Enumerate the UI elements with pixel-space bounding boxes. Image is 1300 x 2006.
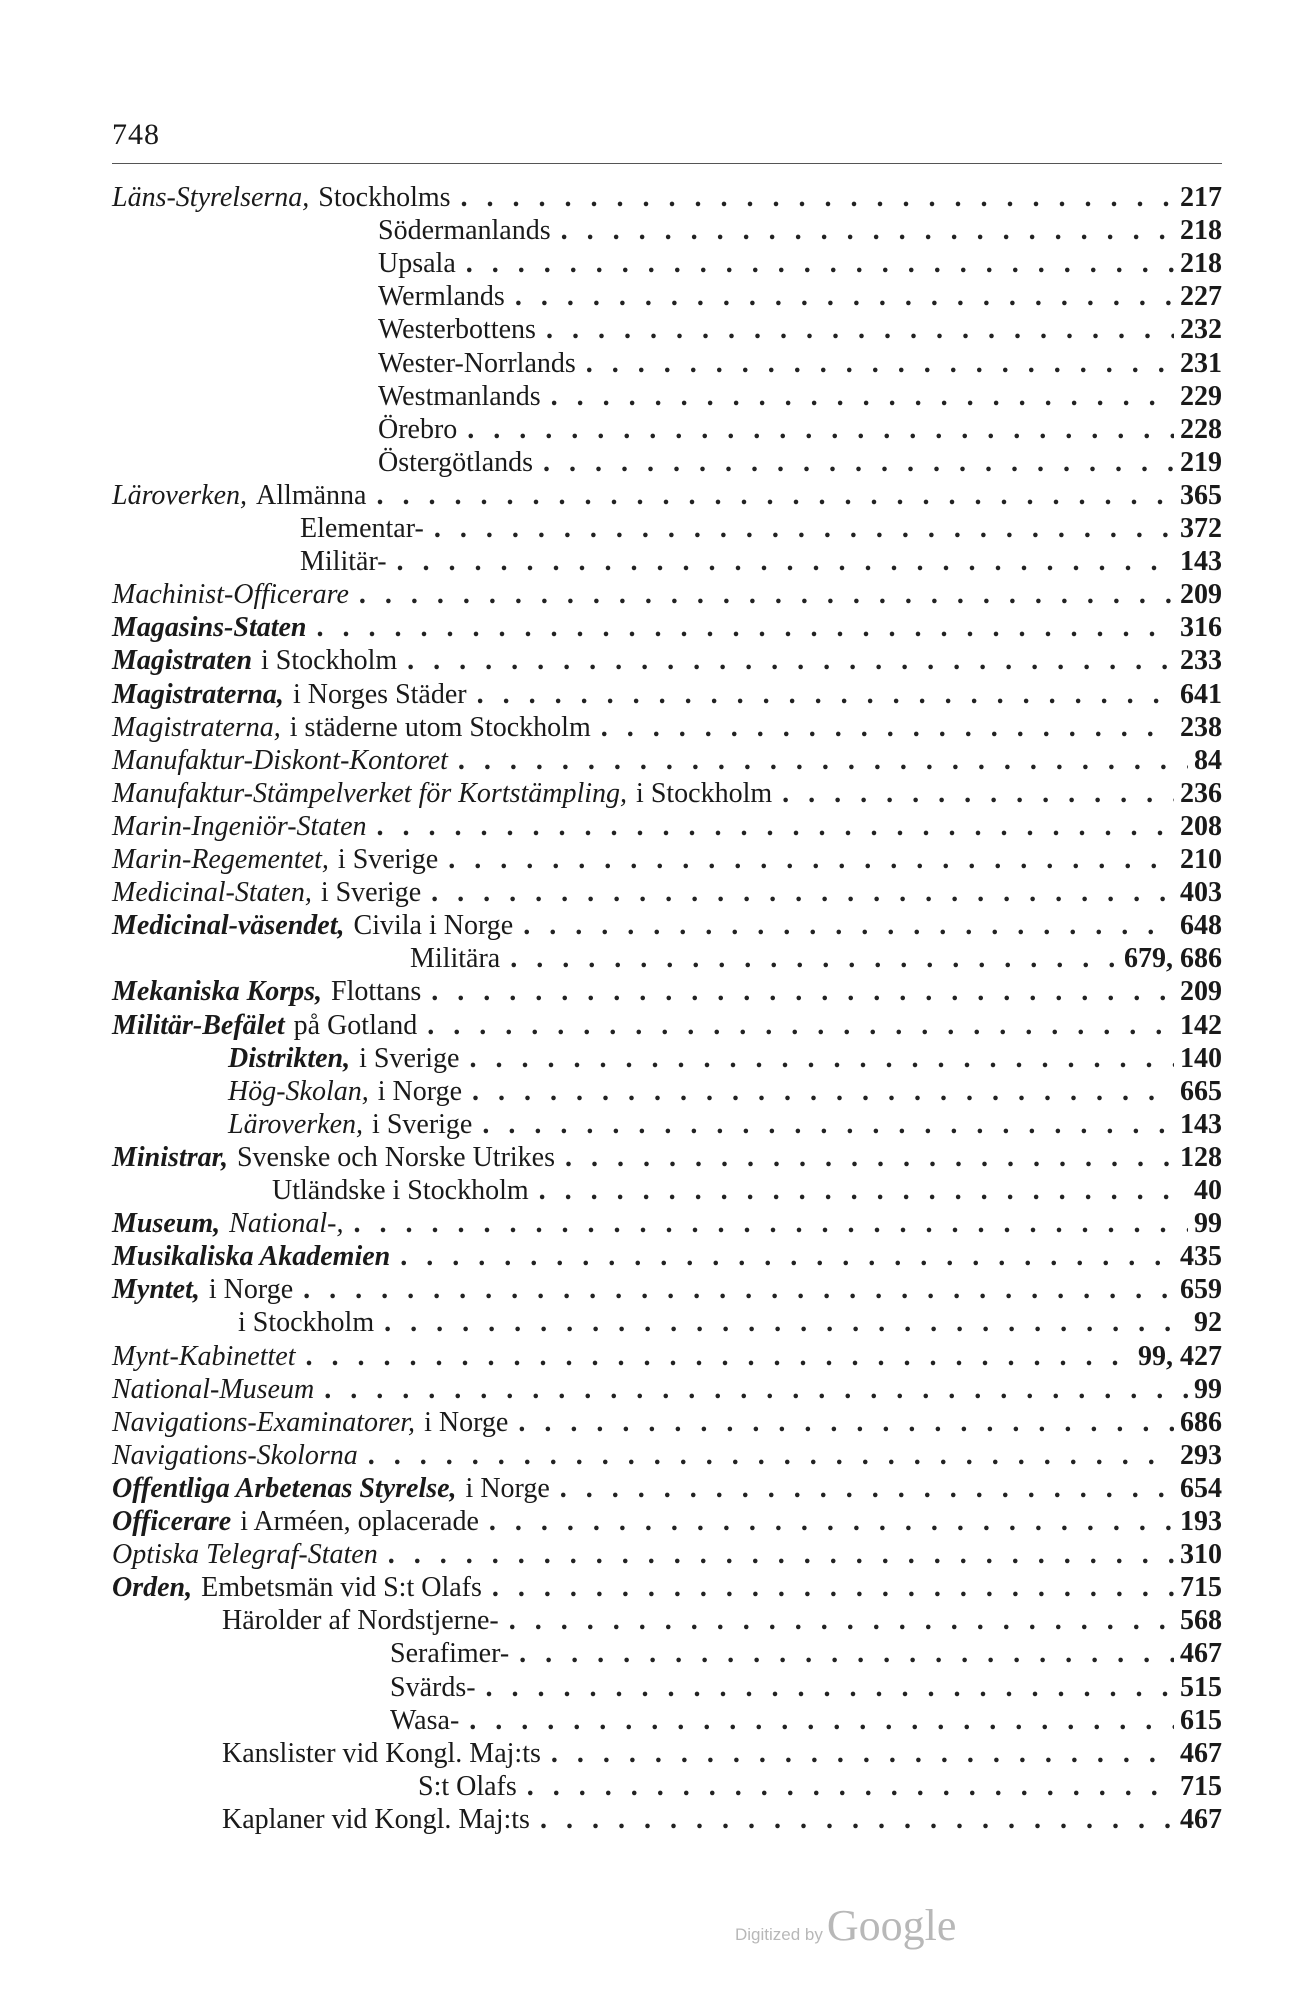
dot-leader (314, 1374, 1188, 1406)
page-reference: 715 (1180, 1770, 1222, 1802)
entry-subtitle: Allmänna (256, 479, 367, 511)
dot-leader (591, 712, 1174, 744)
index-entry (410, 943, 1222, 977)
index-entry (390, 1705, 1222, 1739)
dot-leader (551, 215, 1174, 247)
page-number: 748 (112, 118, 160, 151)
index-entry (228, 1043, 1222, 1077)
index-entry (112, 579, 1222, 613)
entry-label (112, 1539, 378, 1571)
index-entry (378, 348, 1222, 382)
page-reference: 232 (1180, 314, 1222, 346)
page-reference: 128 (1180, 1141, 1222, 1173)
entry-subtitle: Militära (410, 943, 501, 975)
entry-label (112, 811, 367, 843)
page-reference: 143 (1180, 1108, 1222, 1140)
dot-leader (459, 1043, 1174, 1075)
entry-heading: Marin-Regementet, (112, 844, 329, 875)
dot-leader (378, 1539, 1174, 1571)
dot-leader (530, 1804, 1174, 1836)
dot-leader (513, 910, 1174, 942)
index-entry (378, 447, 1222, 481)
index-entry (222, 1804, 1222, 1838)
page-reference: 209 (1180, 976, 1222, 1008)
page-reference: 515 (1180, 1671, 1222, 1703)
entry-label (378, 381, 541, 413)
page-reference: 467 (1180, 1638, 1222, 1670)
page-reference: 665 (1180, 1075, 1222, 1107)
index-entry (112, 1473, 1222, 1507)
index-entry (112, 1142, 1222, 1176)
entry-label (410, 943, 500, 975)
dot-leader (387, 546, 1174, 578)
entry-label (228, 1043, 459, 1075)
entry-heading: Distrikten, (228, 1042, 351, 1074)
digitization-watermark (735, 1900, 956, 1951)
entry-subtitle: Elementar- (300, 513, 424, 544)
page-reference: 208 (1180, 810, 1222, 842)
entry-heading: Museum, (112, 1208, 221, 1240)
entry-subtitle: Södermanlands (378, 215, 551, 247)
dot-leader (533, 447, 1174, 479)
index-entry (112, 1506, 1222, 1540)
index-entry (112, 1572, 1222, 1606)
dot-leader (457, 414, 1174, 446)
index-entry (222, 1605, 1222, 1639)
dot-leader (479, 1506, 1174, 1538)
entry-heading: Offentliga Arbetenas Styrelse, (112, 1472, 457, 1504)
page-reference: 92 (1194, 1307, 1222, 1339)
entry-label (112, 1341, 296, 1373)
entry-subtitle: Civila i Norge (353, 910, 514, 942)
entry-heading: Navigations-Examinatorer, (112, 1406, 416, 1438)
entry-heading: Magistraterna, (112, 678, 284, 710)
entry-label (222, 1605, 499, 1637)
entry-subtitle: i Sverige (359, 1042, 460, 1074)
entry-label (222, 1804, 530, 1836)
entry-subtitle: i Sverige (337, 844, 439, 875)
index-entry (112, 844, 1222, 878)
entry-subtitle: i Norges Städer (292, 678, 467, 710)
page-reference: 233 (1180, 645, 1222, 677)
index-entry (112, 745, 1222, 779)
page-reference: 467 (1180, 1737, 1222, 1769)
dot-leader (397, 645, 1174, 677)
dot-leader (472, 1109, 1174, 1141)
dot-leader (417, 1010, 1174, 1042)
entry-label (112, 1407, 508, 1439)
entry-heading: Militär-Befälet (112, 1009, 285, 1041)
page-reference: 648 (1180, 910, 1222, 942)
entry-label (238, 1307, 374, 1339)
entry-label (112, 1241, 390, 1273)
dot-leader (366, 480, 1174, 512)
page-reference: 40 (1194, 1175, 1222, 1206)
entry-subtitle: Wasa- (390, 1704, 460, 1736)
entry-subtitle: Utländske i Stockholm (272, 1175, 529, 1206)
dot-leader (349, 579, 1174, 611)
entry-subtitle: Militär- (300, 546, 387, 578)
entry-label (112, 1440, 358, 1472)
entry-heading: Manufaktur-Diskont-Kontoret (112, 744, 448, 776)
entry-heading: Machinist-Officerare (112, 579, 349, 611)
dot-leader (448, 745, 1188, 777)
dot-leader (421, 976, 1174, 1008)
entry-label (378, 248, 456, 280)
entry-label (112, 745, 448, 777)
dot-leader (476, 1672, 1174, 1704)
entry-label (112, 579, 349, 611)
index-entry (112, 910, 1222, 944)
page-reference: 229 (1180, 380, 1222, 412)
entry-subtitle: Upsala (378, 248, 456, 280)
entry-heading: Magasins-Staten (112, 612, 307, 644)
index-entry (112, 1539, 1222, 1573)
page-reference: 310 (1180, 1539, 1222, 1571)
entry-heading: Mynt-Kabinettet (112, 1340, 296, 1372)
page-reference: 210 (1180, 844, 1222, 875)
dot-leader (367, 811, 1174, 843)
entry-heading: Manufaktur-Stämpelverket för Kortstämpling, (112, 777, 628, 809)
entry-heading: Myntet, (112, 1274, 200, 1306)
entry-heading: Orden, (112, 1572, 193, 1604)
index-entry (112, 480, 1222, 514)
entry-label (390, 1672, 476, 1704)
entry-label (378, 215, 551, 247)
dot-leader (462, 1076, 1174, 1108)
dot-leader (451, 182, 1174, 214)
entry-subtitle: i Stockholm (636, 777, 773, 809)
page-reference: 140 (1180, 1042, 1222, 1074)
entry-label (112, 910, 513, 942)
index-entry (112, 1440, 1222, 1474)
page-reference: 228 (1180, 413, 1222, 445)
watermark-prefix: Digitized by (735, 1925, 823, 1944)
entry-label (272, 1175, 529, 1207)
page-reference: 659 (1180, 1274, 1222, 1306)
dot-leader (390, 1241, 1174, 1273)
dot-leader (456, 248, 1174, 280)
entry-label (112, 1208, 344, 1240)
index-entry (378, 414, 1222, 448)
dot-leader (517, 1771, 1174, 1803)
entry-subtitle: i Norge (424, 1406, 509, 1438)
index-entry (222, 1738, 1222, 1772)
entry-label (112, 1374, 314, 1406)
entry-label (112, 844, 438, 876)
index-entry (418, 1771, 1222, 1805)
page-reference: 217 (1180, 182, 1222, 213)
page-reference: 316 (1180, 612, 1222, 644)
entry-subtitle: Westerbottens (378, 314, 536, 346)
page-reference: 231 (1180, 347, 1222, 379)
index-entry (112, 645, 1222, 679)
entry-label (112, 679, 467, 711)
entry-subtitle: i Norge (377, 1075, 463, 1107)
dot-leader (772, 778, 1174, 810)
entry-heading: Läroverken, (228, 1108, 364, 1140)
entry-label (112, 182, 451, 214)
page-reference: 218 (1180, 215, 1222, 247)
dot-leader (293, 1274, 1174, 1306)
entry-label (300, 546, 387, 578)
page-reference: 293 (1180, 1439, 1222, 1471)
page-reference: 654 (1180, 1472, 1222, 1504)
dot-leader (358, 1440, 1174, 1472)
index-entry (112, 1407, 1222, 1441)
page-reference: 403 (1180, 877, 1222, 909)
page-reference: 686 (1180, 1406, 1222, 1438)
entry-heading: Medicinal-Staten, (112, 877, 312, 909)
page-reference: 142 (1180, 1009, 1222, 1041)
entry-label (228, 1109, 472, 1141)
entry-subtitle: S:t Olafs (418, 1770, 517, 1802)
entry-subtitle: i Sverige (372, 1108, 473, 1140)
page-reference: 227 (1180, 281, 1222, 313)
dot-leader (505, 281, 1174, 313)
index-entry (112, 1010, 1222, 1044)
entry-label (390, 1638, 509, 1670)
index-entry (112, 811, 1222, 845)
entry-subtitle: på Gotland (293, 1009, 418, 1041)
page-reference: 99, 427 (1138, 1340, 1222, 1372)
index-entry (238, 1307, 1222, 1341)
dot-leader (467, 679, 1174, 711)
watermark-brand: Google (826, 1901, 957, 1950)
dot-leader (374, 1307, 1188, 1339)
entry-label (378, 348, 576, 380)
index-entry (390, 1638, 1222, 1672)
page-reference: 209 (1180, 579, 1222, 611)
index-entry (378, 281, 1222, 315)
page-reference: 99 (1194, 1373, 1222, 1405)
entry-label (112, 612, 307, 644)
entry-subtitle: Härolder af Nordstjerne- (222, 1605, 499, 1637)
dot-leader (541, 1738, 1174, 1770)
entry-subtitle: Kaplaner vid Kongl. Maj:ts (222, 1803, 530, 1835)
entry-subtitle: Örebro (378, 413, 458, 445)
page-reference: 84 (1194, 744, 1222, 776)
index-entry (112, 1274, 1222, 1308)
entry-label (112, 1142, 555, 1174)
entry-subtitle: Wermlands (378, 281, 505, 313)
dot-leader (555, 1142, 1174, 1174)
dot-leader (509, 1638, 1174, 1670)
entry-subtitle: Serafimer- (390, 1638, 510, 1670)
entry-heading: Magistraterna, (112, 711, 281, 743)
page-reference: 193 (1180, 1506, 1222, 1537)
entry-label (378, 414, 457, 446)
index-entry (112, 679, 1222, 713)
dot-leader (438, 844, 1174, 876)
dot-leader (550, 1473, 1174, 1505)
page-reference: 238 (1180, 711, 1222, 743)
entry-heading: Ministrar, (112, 1141, 228, 1173)
entry-subtitle: i Sverige (320, 877, 422, 909)
page-reference: 715 (1180, 1572, 1222, 1604)
entry-subtitle: Westmanlands (378, 380, 541, 412)
entry-label (390, 1705, 459, 1737)
entry-subtitle: Svärds- (390, 1671, 476, 1703)
entry-label (112, 1572, 482, 1604)
index-entry (112, 877, 1222, 911)
entry-heading: Musikaliska Akademien (112, 1241, 391, 1273)
page-reference: 615 (1180, 1704, 1222, 1736)
page-reference: 219 (1180, 446, 1222, 478)
page-reference: 236 (1180, 777, 1222, 809)
dot-leader (536, 314, 1174, 346)
index-entry (378, 381, 1222, 415)
entry-subtitle: Svenske och Norske Utrikes (236, 1141, 556, 1173)
entry-heading: Optiska Telegraf-Staten (112, 1539, 378, 1571)
entry-heading: National-, (229, 1208, 344, 1240)
entry-label (112, 1506, 479, 1538)
entry-subtitle: i Stockholm (261, 645, 398, 677)
entry-label (112, 778, 772, 810)
index-entry (228, 1076, 1222, 1110)
entry-subtitle: i städerne utom Stockholm (289, 711, 591, 743)
entry-heading: Marin-Ingeniör-Staten (112, 810, 367, 842)
page-reference: 143 (1180, 546, 1222, 578)
index-entry (112, 976, 1222, 1010)
page-reference: 99 (1194, 1208, 1222, 1240)
entry-heading: Officerare (112, 1506, 232, 1537)
dot-leader (541, 381, 1174, 413)
entry-subtitle: Östergötlands (378, 446, 534, 478)
entry-label (112, 645, 397, 677)
entry-heading: Medicinal-väsendet, (112, 910, 345, 942)
entry-subtitle: Wester-Norrlands (378, 347, 576, 379)
index-entry (112, 1241, 1222, 1275)
page-reference: 568 (1180, 1605, 1222, 1637)
dot-leader (421, 877, 1174, 909)
entry-heading: Magistraten (112, 645, 253, 677)
dot-leader (500, 943, 1118, 975)
page-reference: 372 (1180, 513, 1222, 544)
entry-subtitle: i Norge (465, 1472, 550, 1504)
dot-leader (499, 1605, 1174, 1637)
page-reference: 435 (1180, 1241, 1222, 1273)
entry-heading: Mekaniska Korps, (112, 976, 323, 1008)
index-entry (378, 314, 1222, 348)
entry-subtitle: i Stockholm (238, 1307, 375, 1339)
index-entry (390, 1672, 1222, 1706)
dot-leader (482, 1572, 1174, 1604)
index-entry (112, 712, 1222, 746)
entry-subtitle: Stockholms (318, 182, 451, 213)
entry-label (378, 447, 533, 479)
entry-heading: Läroverken, (112, 479, 248, 511)
entry-label (112, 712, 591, 744)
entry-label (112, 877, 421, 909)
page-reference: 641 (1180, 678, 1222, 710)
entry-subtitle: Kanslister vid Kongl. Maj:ts (222, 1737, 541, 1769)
index-entry (112, 1208, 1222, 1242)
entry-label (222, 1738, 541, 1770)
index-entry (112, 612, 1222, 646)
page-reference: 365 (1180, 479, 1222, 511)
entry-subtitle: Embetsmän vid S:t Olafs (201, 1572, 482, 1604)
page-reference: 467 (1180, 1803, 1222, 1835)
entry-heading: National-Museum (112, 1373, 315, 1405)
entry-label (112, 1274, 293, 1306)
dot-leader (576, 348, 1174, 380)
entry-subtitle: i Arméen, oplacerade (240, 1506, 479, 1537)
index-entry (112, 182, 1222, 216)
entry-subtitle: Flottans (331, 976, 422, 1008)
entry-label (228, 1076, 462, 1108)
entry-heading: Hög-Skolan, (228, 1075, 369, 1107)
entry-label (378, 281, 505, 313)
entry-label (112, 1010, 417, 1042)
entry-subtitle: i Norge (208, 1274, 294, 1306)
index-entry (300, 546, 1222, 580)
entry-label (112, 480, 366, 512)
dot-leader (529, 1175, 1188, 1207)
index-entry (112, 1374, 1222, 1408)
entry-label (300, 513, 424, 545)
index-entry (378, 215, 1222, 249)
entry-heading: Navigations-Skolorna (112, 1439, 358, 1471)
index-entry (112, 1341, 1222, 1375)
dot-leader (296, 1341, 1132, 1373)
page-reference: 679, 686 (1124, 943, 1222, 975)
entry-heading: Läns-Styrelserna, (112, 182, 310, 213)
dot-leader (424, 513, 1174, 545)
header-rule (112, 163, 1222, 164)
dot-leader (459, 1705, 1174, 1737)
dot-leader (307, 612, 1175, 644)
dot-leader (344, 1208, 1189, 1240)
entry-label (112, 976, 421, 1008)
page-reference: 218 (1180, 248, 1222, 280)
index-entry (112, 778, 1222, 812)
index-entry (272, 1175, 1222, 1209)
entry-label (418, 1771, 517, 1803)
entry-label (378, 314, 536, 346)
entry-label (112, 1473, 550, 1505)
index-entry (300, 513, 1222, 547)
index-entry (228, 1109, 1222, 1143)
dot-leader (508, 1407, 1174, 1439)
index-entry (378, 248, 1222, 282)
